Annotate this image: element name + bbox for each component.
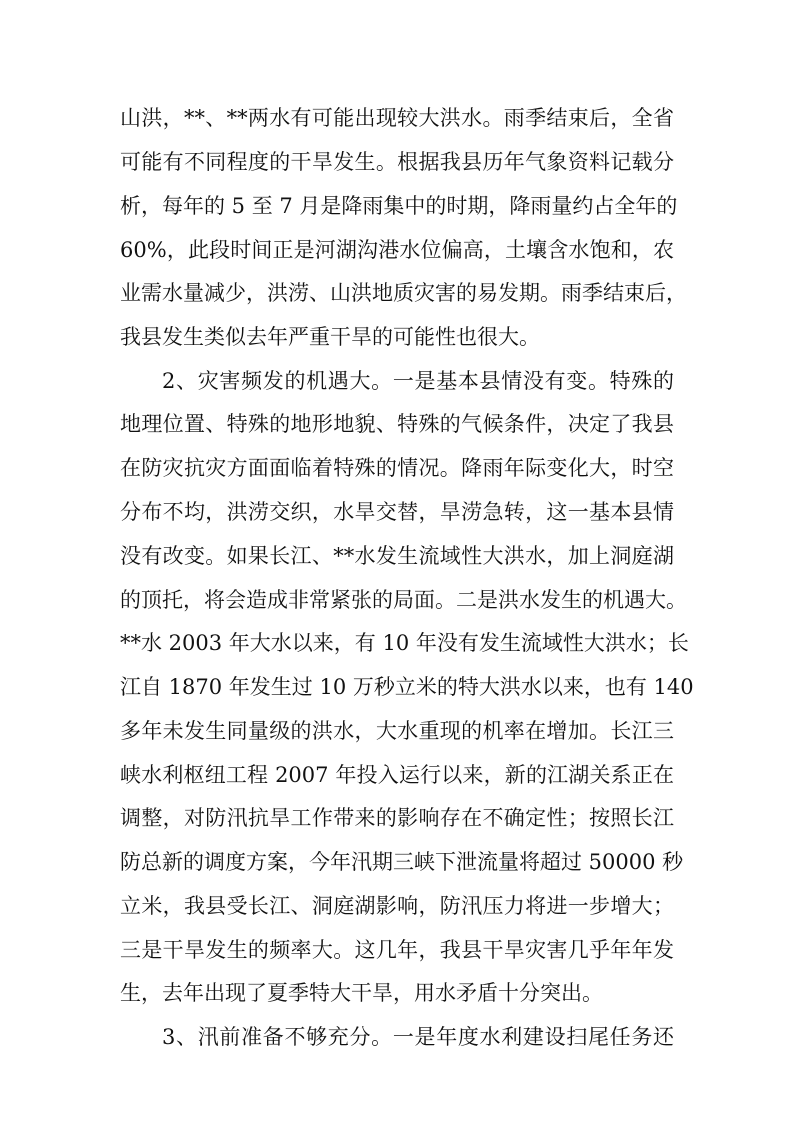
text-line: 业需水量减少，洪涝、山洪地质灾害的易发期。雨季结束后， bbox=[120, 281, 687, 305]
paragraph-first-line: 3、汛前准备不够充分。一是年度水利建设扫尾任务还 bbox=[162, 1025, 674, 1049]
text-line: 没有改变。如果长江、**水发生流域性大洪水，加上洞庭湖 bbox=[120, 544, 674, 568]
text-line: 江自 1870 年发生过 10 万秒立米的特大洪水以来，也有 140 bbox=[120, 675, 694, 699]
text-line: 三是干旱发生的频率大。这几年，我县干旱灾害几乎年年发 bbox=[120, 938, 674, 962]
text-line: 地理位置、特殊的地形地貌、特殊的气候条件，决定了我县 bbox=[120, 412, 674, 436]
text-line: 分布不均，洪涝交织，水旱交替，旱涝急转，这一基本县情 bbox=[120, 500, 674, 524]
text-line: 多年未发生同量级的洪水，大水重现的机率在增加。长江三 bbox=[120, 719, 674, 743]
text-line: 在防灾抗灾方面面临着特殊的情况。降雨年际变化大，时空 bbox=[120, 456, 674, 480]
text-line: 立米，我县受长江、洞庭湖影响，防汛压力将进一步增大； bbox=[120, 894, 674, 918]
text-line: 的顶托，将会造成非常紧张的局面。二是洪水发生的机遇大。 bbox=[120, 588, 687, 612]
text-line: 析，每年的 5 至 7 月是降雨集中的时期，降雨量约占全年的 bbox=[120, 194, 678, 218]
text-line: 调整，对防汛抗旱工作带来的影响存在不确定性；按照长江 bbox=[120, 806, 674, 830]
text-line: 60%，此段时间正是河湖沟港水位偏高，土壤含水饱和，农 bbox=[120, 238, 674, 262]
text-line: 防总新的调度方案，今年汛期三峡下泄流量将超过 50000 秒 bbox=[120, 850, 684, 874]
text-line: 山洪，**、**两水有可能出现较大洪水。雨季结束后，全省 bbox=[120, 106, 674, 130]
text-line: 峡水利枢纽工程 2007 年投入运行以来，新的江湖关系正在 bbox=[120, 763, 674, 787]
paragraph-first-line: 2、灾害频发的机遇大。一是基本县情没有变。特殊的 bbox=[162, 369, 674, 393]
text-line: **水 2003 年大水以来，有 10 年没有发生流域性大洪水；长 bbox=[120, 631, 689, 655]
text-line: 可能有不同程度的干旱发生。根据我县历年气象资料记载分 bbox=[120, 150, 674, 174]
text-line: 生，去年出现了夏季特大干旱，用水矛盾十分突出。 bbox=[120, 981, 603, 1005]
text-line: 我县发生类似去年严重干旱的可能性也很大。 bbox=[120, 325, 540, 349]
